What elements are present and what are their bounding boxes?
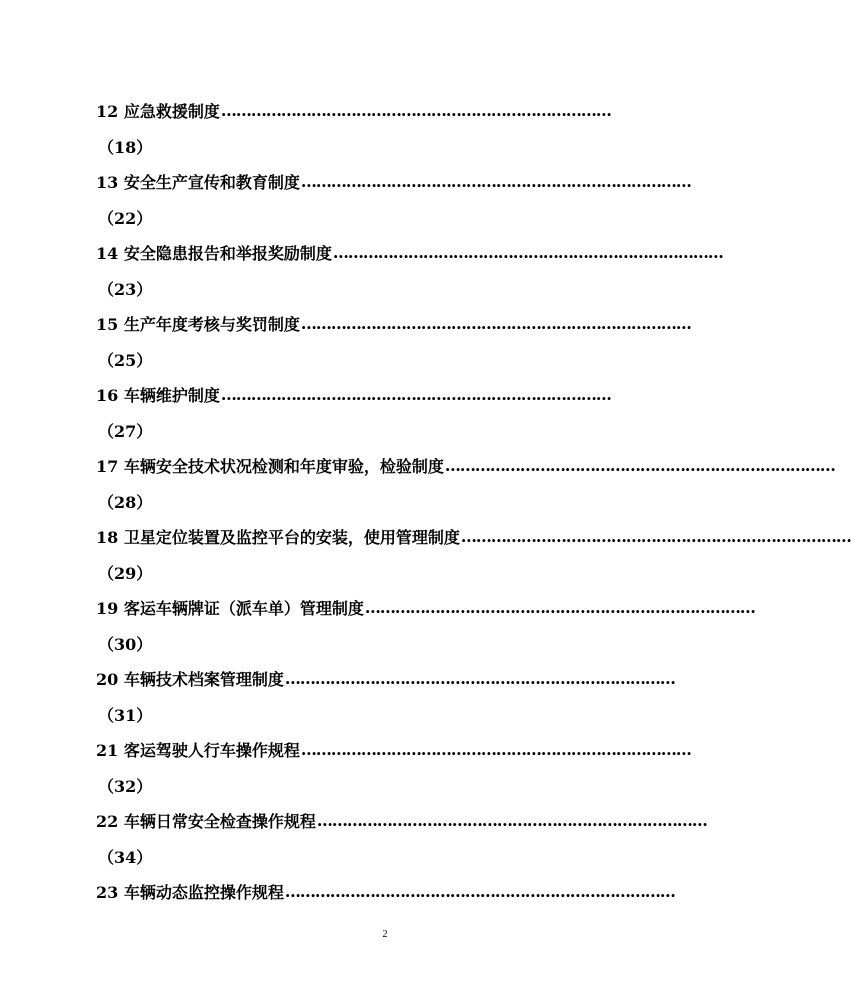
- toc-entry-16: [96, 377, 626, 413]
- toc-entry-12: [96, 93, 626, 129]
- toc-page-ref: （28）: [98, 492, 153, 512]
- toc-leader-dots: ……………………………………………………………………: [460, 527, 851, 547]
- toc-entry-21: [96, 732, 691, 768]
- toc-leader-dots: ……………………………………………………………………: [364, 598, 755, 618]
- toc-entry-title: 22 车辆日常安全检查操作规程: [96, 812, 316, 832]
- toc-entry-title: 23 车辆动态监控操作规程: [96, 883, 284, 903]
- toc-page-ref: （27）: [98, 421, 153, 441]
- toc-entry-17: [96, 448, 835, 484]
- toc-page-ref: （29）: [98, 563, 153, 583]
- toc-entry-23: [96, 874, 675, 910]
- toc-page-ref: （23）: [98, 279, 153, 299]
- toc-entry-18: [96, 519, 851, 555]
- toc-entry-title: 16 车辆维护制度: [96, 386, 220, 406]
- page-number: 2: [382, 929, 388, 940]
- toc-entry-19: [96, 590, 755, 626]
- toc-leader-dots: ……………………………………………………………………: [444, 456, 835, 476]
- toc-leader-dots: ……………………………………………………………………: [316, 811, 707, 831]
- toc-entry-title: 13 安全生产宣传和教育制度: [96, 173, 300, 193]
- toc-entry-title: 12 应急救援制度: [96, 102, 220, 122]
- toc-leader-dots: ……………………………………………………………………: [284, 669, 675, 689]
- toc-entry-title: 21 客运驾驶人行车操作规程: [96, 741, 300, 761]
- toc-entry-15: [96, 306, 691, 342]
- toc-page-ref: （25）: [98, 350, 153, 370]
- toc-page-ref: （22）: [98, 208, 153, 228]
- toc-leader-dots: ……………………………………………………………………: [332, 243, 723, 263]
- toc-entry-title: 17 车辆安全技术状况检测和年度审验，检验制度: [96, 457, 444, 477]
- toc-entry-22: [96, 803, 707, 839]
- toc-page-ref: （18）: [98, 137, 153, 157]
- toc-entry-20: [96, 661, 675, 697]
- toc-entry-title: 14 安全隐患报告和举报奖励制度: [96, 244, 332, 264]
- toc-entry-13: [96, 164, 691, 200]
- toc-leader-dots: ……………………………………………………………………: [284, 882, 675, 902]
- toc-entry-title: 15 生产年度考核与奖罚制度: [96, 315, 300, 335]
- toc-entry-title: 18 卫星定位装置及监控平台的安装，使用管理制度: [96, 528, 460, 548]
- toc-page-ref: （31）: [98, 705, 153, 725]
- toc-entry-title: 19 客运车辆牌证（派车单）管理制度: [96, 599, 364, 619]
- toc-entry-14: [96, 235, 723, 271]
- toc-leader-dots: ……………………………………………………………………: [300, 314, 691, 334]
- toc-page-ref: （34）: [98, 847, 153, 867]
- toc-leader-dots: ……………………………………………………………………: [220, 385, 611, 405]
- toc-page-ref: （30）: [98, 634, 153, 654]
- table-of-contents: [96, 93, 851, 910]
- toc-entry-title: 20 车辆技术档案管理制度: [96, 670, 284, 690]
- toc-leader-dots: ……………………………………………………………………: [220, 101, 611, 121]
- toc-page-ref: （32）: [98, 776, 153, 796]
- toc-leader-dots: ……………………………………………………………………: [300, 172, 691, 192]
- toc-leader-dots: ……………………………………………………………………: [300, 740, 691, 760]
